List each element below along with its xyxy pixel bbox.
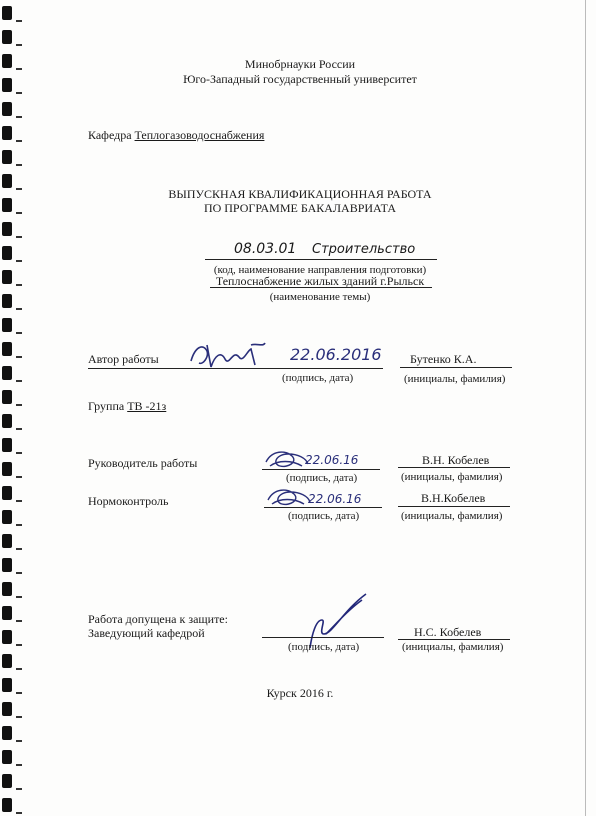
author-sign-caption: (подпись, дата) bbox=[282, 372, 354, 384]
binding-hole bbox=[2, 30, 12, 44]
city-year: Курск 2016 г. bbox=[266, 686, 334, 700]
binding-hole bbox=[2, 366, 12, 380]
binding-hole bbox=[2, 390, 12, 404]
supervisor-name-underline bbox=[398, 467, 510, 468]
binding-mark bbox=[16, 308, 22, 310]
head-name-caption: (инициалы, фамилия) bbox=[402, 641, 504, 653]
binding-mark bbox=[16, 212, 22, 214]
author-name-underline bbox=[400, 367, 512, 368]
binding-mark bbox=[16, 140, 22, 142]
author-name-caption: (инициалы, фамилия) bbox=[404, 373, 506, 385]
binding-hole bbox=[2, 198, 12, 212]
binding-mark bbox=[16, 596, 22, 598]
department-label: Кафедра bbox=[88, 128, 132, 142]
binding-mark bbox=[16, 92, 22, 94]
binding-hole bbox=[2, 78, 12, 92]
binding-mark bbox=[16, 20, 22, 22]
binding-mark bbox=[16, 548, 22, 550]
binding-mark bbox=[16, 812, 22, 814]
ministry-name: Минобрнауки России bbox=[244, 57, 356, 71]
author-name: Бутенко К.А. bbox=[410, 352, 477, 366]
binding-hole bbox=[2, 414, 12, 428]
binding-hole bbox=[2, 462, 12, 476]
binding-hole bbox=[2, 222, 12, 236]
binding-mark bbox=[16, 500, 22, 502]
binding-hole bbox=[2, 534, 12, 548]
defense-admitted-text: Работа допущена к защите: bbox=[88, 612, 228, 626]
supervisor-date: 22.06.16 bbox=[305, 453, 359, 467]
binding-hole bbox=[2, 438, 12, 452]
supervisor-name: В.Н. Кобелев bbox=[422, 453, 490, 467]
binding-mark bbox=[16, 668, 22, 670]
topic-caption: (наименование темы) bbox=[269, 291, 371, 303]
direction-caption: (код, наименование направления подготовки) bbox=[213, 264, 427, 276]
binding-hole bbox=[2, 270, 12, 284]
direction-name: Строительство bbox=[312, 242, 416, 257]
binding-hole bbox=[2, 486, 12, 500]
binding-hole bbox=[2, 750, 12, 764]
binding-mark bbox=[16, 284, 22, 286]
binding-hole bbox=[2, 318, 12, 332]
binding-hole bbox=[2, 126, 12, 140]
binding-hole bbox=[2, 654, 12, 668]
binding-mark bbox=[16, 44, 22, 46]
spiral-binding bbox=[0, 0, 30, 816]
binding-hole bbox=[2, 798, 12, 812]
binding-mark bbox=[16, 260, 22, 262]
author-label: Автор работы bbox=[88, 352, 159, 366]
binding-mark bbox=[16, 332, 22, 334]
binding-hole bbox=[2, 510, 12, 524]
binding-mark bbox=[16, 380, 22, 382]
supervisor-label: Руководитель работы bbox=[88, 456, 198, 470]
binding-hole bbox=[2, 294, 12, 308]
binding-mark bbox=[16, 188, 22, 190]
binding-hole bbox=[2, 582, 12, 596]
binding-mark bbox=[16, 428, 22, 430]
binding-mark bbox=[16, 716, 22, 718]
direction-underline bbox=[205, 259, 437, 260]
binding-mark bbox=[16, 740, 22, 742]
head-sign-caption: (подпись, дата) bbox=[288, 641, 360, 653]
binding-mark bbox=[16, 476, 22, 478]
topic-text: Теплоснабжение жилых зданий г.Рыльск bbox=[215, 274, 425, 288]
binding-hole bbox=[2, 6, 12, 20]
binding-mark bbox=[16, 572, 22, 574]
binding-mark bbox=[16, 788, 22, 790]
supervisor-underline bbox=[262, 469, 380, 470]
binding-mark bbox=[16, 68, 22, 70]
binding-mark bbox=[16, 164, 22, 166]
binding-mark bbox=[16, 236, 22, 238]
normcontrol-sign-caption: (подпись, дата) bbox=[288, 510, 360, 522]
normcontrol-label: Нормоконтроль bbox=[88, 494, 169, 508]
author-date: 22.06.2016 bbox=[290, 345, 382, 364]
head-underline bbox=[262, 637, 384, 638]
supervisor-name-caption: (инициалы, фамилия) bbox=[401, 471, 503, 483]
binding-mark bbox=[16, 356, 22, 358]
normcontrol-name-underline bbox=[398, 506, 510, 507]
binding-hole bbox=[2, 726, 12, 740]
university-name: Юго-Западный государственный университет bbox=[183, 72, 417, 86]
binding-hole bbox=[2, 630, 12, 644]
department-name: Теплогазоводоснабжения bbox=[134, 128, 265, 142]
direction-code: 08.03.01 bbox=[234, 241, 297, 257]
binding-hole bbox=[2, 342, 12, 356]
normcontrol-date: 22.06.16 bbox=[308, 492, 362, 506]
group-line bbox=[88, 399, 166, 413]
work-title-line2: ПО ПРОГРАММЕ БАКАЛАВРИАТА bbox=[203, 201, 397, 215]
binding-mark bbox=[16, 452, 22, 454]
binding-hole bbox=[2, 102, 12, 116]
binding-hole bbox=[2, 558, 12, 572]
binding-mark bbox=[16, 692, 22, 694]
binding-hole bbox=[2, 246, 12, 260]
binding-hole bbox=[2, 150, 12, 164]
normcontrol-name-caption: (инициалы, фамилия) bbox=[401, 510, 503, 522]
author-underline bbox=[88, 368, 383, 369]
binding-hole bbox=[2, 174, 12, 188]
group-value: ТВ -21з bbox=[127, 399, 167, 413]
binding-mark bbox=[16, 620, 22, 622]
binding-hole bbox=[2, 606, 12, 620]
supervisor-sign-caption: (подпись, дата) bbox=[286, 472, 358, 484]
department-line bbox=[88, 128, 264, 142]
binding-mark bbox=[16, 524, 22, 526]
group-label: Группа bbox=[88, 399, 125, 413]
binding-mark bbox=[16, 404, 22, 406]
normcontrol-name: В.Н.Кобелев bbox=[421, 491, 486, 505]
binding-mark bbox=[16, 116, 22, 118]
page-edge bbox=[585, 0, 586, 816]
binding-hole bbox=[2, 774, 12, 788]
binding-hole bbox=[2, 678, 12, 692]
binding-mark bbox=[16, 644, 22, 646]
binding-hole bbox=[2, 702, 12, 716]
normcontrol-underline bbox=[264, 507, 382, 508]
binding-mark bbox=[16, 764, 22, 766]
head-of-department-label: Заведующий кафедрой bbox=[88, 626, 205, 640]
head-name: Н.С. Кобелев bbox=[414, 625, 482, 639]
binding-hole bbox=[2, 54, 12, 68]
work-title-line1: ВЫПУСКНАЯ КВАЛИФИКАЦИОННАЯ РАБОТА bbox=[168, 187, 432, 201]
